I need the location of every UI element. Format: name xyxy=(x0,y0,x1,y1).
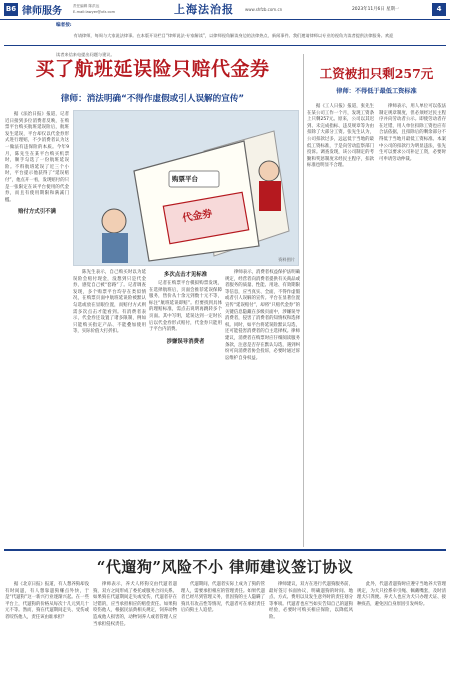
main-headline: 买了航班延误险只赔代金券 xyxy=(35,58,270,80)
bottom-article-col-4: 律师建议，双方在进行代遛狗服务前，最好签订书面协议，明确遛狗的时间、地点、方式、费用以及发生意外时的责任划分等事项。代遛者也应当如实告知自己的遛狗经验，必要时可购买相应保险，以降低风险。 xyxy=(269,582,353,620)
website: www.shfzb.com.cn xyxy=(245,7,283,12)
illustration-drawing xyxy=(74,111,300,267)
main-subheadline: 律师：消法明确“不得作虚假或引人误解的宣传” xyxy=(60,94,245,104)
editor-note-label: 编者按: xyxy=(56,23,72,28)
masthead xyxy=(0,0,450,20)
page-number-badge: B6 xyxy=(4,3,18,16)
illustration-label-platform: 购票平台 xyxy=(172,175,198,183)
illustration-label-voucher: 代金券 xyxy=(181,208,214,225)
issue-date: 2023年11月6日 星期一 xyxy=(352,7,400,12)
bottom-article-col-3: 代遛期间，代遛者实际上成为了狗的管理人，需要承担相应的管理责任。如果代遛者已经尽到管理义务，但因狗的主人隐瞒了狗具有攻击性等情况，代遛者可在承担责任后向狗主人追偿。 xyxy=(181,582,265,614)
edition-tag: 4 xyxy=(432,3,446,16)
side-article-col-2: 律师表示，用人单位可以依法制定规章制度，但必须经过民主程序并向劳动者公示。即使劳动者存在过错，用人单位扣除工资也应有合法依据，且扣除后的剩余部分不得低于当地月最低工资标准。本案中公司的扣款行为明显违法，张先生可以要求公司补足工资，必要时可申请劳动仲裁。 xyxy=(379,104,446,162)
section-heading-standards: 多次点击才见标准 xyxy=(163,272,208,278)
bottom-article-col-2: 律师表示，养犬人将狗交由代遛者遛狗，双方之间形成了委托或服务合同关系。如果狗在代遛期间走失或受伤，代遛者存在过错的，应当承担相应的赔偿责任。如果狗咬伤他人，根据民法典相关规定，饲养动物造成他人损害的，动物饲养人或者管理人应当承担侵权责任。 xyxy=(93,582,177,627)
editor-note-text: 有请律师，每周与大家说法律事。在本版开设栏目“律师说法·专家解读”，以律师视角解读身边的法律热点、新闻事件。我们邀请律师以专业的视角为读者提供法律服务。欢迎读者来信来电提出问题与建议。 xyxy=(56,33,394,57)
editor-line: 责任编辑 陈洪达 xyxy=(73,4,100,8)
section-heading-payout: 赔付方式引不满 xyxy=(18,209,56,216)
section-heading-misleading: 涉嫌误导消费者 xyxy=(166,338,205,345)
image-caption: 资料图片 xyxy=(278,257,295,262)
newspaper-name: 上海法治报 xyxy=(174,3,234,16)
side-article-col-1: 据《工人日报》报道，张先生在某公司工作一个月，发现工资条上只剩257元。原来，公司以其迟到、未完成指标、违反规章等为由扣除了大部分工资。张先生认为，公司扣款过多，远远低于当地的最低工资标准，于是向劳动监察部门投诉。调查发现，该公司制定的考勤和奖惩制度未经民主程序，扣款标准也明显不合理。 xyxy=(307,104,374,169)
main-article-col-3: 多次点击才见标准 记者在购票平台模拟购票发现，在选择航班后，页面会推荐延误保障服务，售价从十余元到数十元不等，标注“航班延误即赔”。但要找到具体的理赔标准，需点击说明再跳转多个页面。其中写明，延误达到一定时长后以代金券形式赔付，代金券只能用于平台内消费。 涉嫌误导消费者 xyxy=(149,272,222,345)
side-headline: 工资被扣只剩257元 xyxy=(319,66,434,81)
editor-note xyxy=(56,22,396,57)
main-article-col-1: 据《法治日报》报道，记者近日接到多位消费者反映，在购票平台购买航班延误险后，航班发生延误，平台却仅以代金券形式进行理赔，不少消费者认为这一做法有违保险的本质。今年9月，陈先生在某平台购买机票时，顺手勾选了一份航班延误险。不料航班延误了近三个小时，平台提示他获得了“延误赔付”，他点开一看，发现赔付的只是一张限定在该平台使用的代金券，而且有使用期限和满减门槛。 赔付方式引不满 xyxy=(5,112,69,216)
bottom-headline: “代遛狗”风险不小 律师建议签订协议 xyxy=(96,558,354,576)
news-illustration xyxy=(73,110,299,266)
main-article-col-2: 陈先生表示，自己购买时以为延误险会赔付现金，没想到只是代金券，感觉自己被“套路”了。记者调查发现，多个购票平台均存在类似情况，在购票页面中航班延误险被默认勾选或放在显眼位置，而赔付方式则需多次点击才能看到。有消费者表示，代金券还设置了诸多限制，例如只能购买指定产品、不能叠加使用等，实际价值大打折扣。 xyxy=(73,270,146,335)
bottom-article-col-5: 此外，代遛者遛狗时应遵守当地养犬管理规定，为犬只拴系牵引绳、佩戴嘴套，及时清理犬只粪便。养犬人也应为犬只办理犬证、接种疫苗，避免因自身原因引发纠纷。 xyxy=(357,582,446,607)
section-title: 律师服务 xyxy=(22,6,62,17)
main-article-col-4: 律师表示，消费者权益保护法明确规定，经营者向消费者提供有关商品或者服务的质量、性能、用途、有效期限等信息，应当真实、全面，不得作虚假或者引人误解的宣传。平台在显著位置宣传“延误赔付”，却将“只赔代金券”的关键信息隐藏在多级页面中，涉嫌误导消费者，侵害了消费者的知情权和选择权。同时，如平台将延误险默认勾选，还可能侵害消费者的自主选择权。律师建议，消费者在购票时应仔细阅读服务条款，注意是否存在默认勾选，遇到纠纷可向消费者协会投诉，必要时通过诉讼维护自身权益。 xyxy=(225,270,300,361)
side-subheadline: 律师：不得低于最低工资标准 xyxy=(336,88,417,95)
editor-email: E-mail:lawyer@xfz.com xyxy=(73,10,116,14)
bottom-article-col-1: 据《北京日报》报道，有人想养狗却没有时间遛，有人想靠遛狗赚点外快，于是“代遛狗”这一新兴行业逐渐兴起。在一些平台上，代遛狗的价格从每次十几元到几十元不等。然而，狗在代遛期间走失、受伤或者咬伤他人，责任该由谁承担？ xyxy=(5,582,89,620)
